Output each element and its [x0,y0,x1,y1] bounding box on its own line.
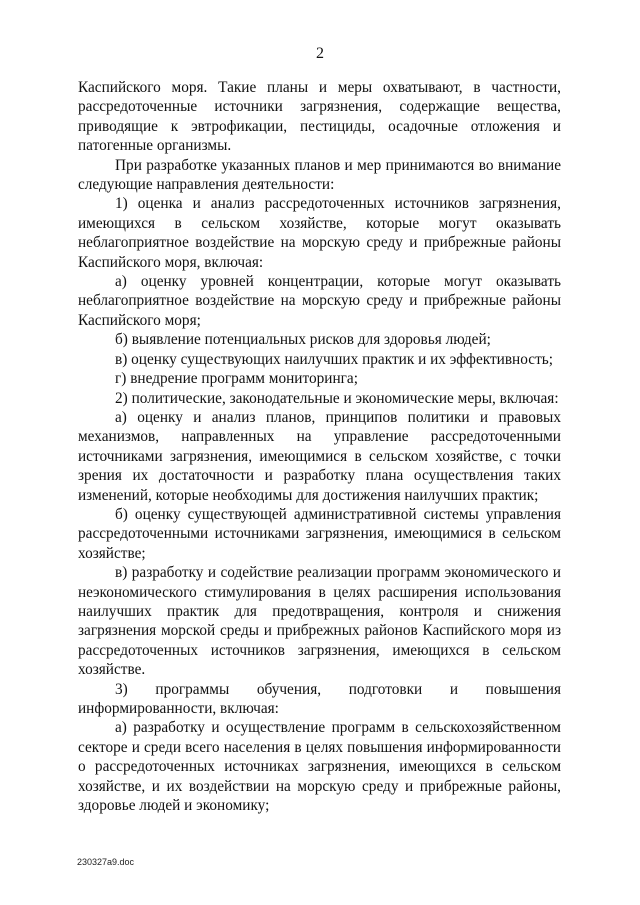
paragraph-item-1g: г) внедрение программ мониторинга; [115,370,358,388]
paragraph-item-2a: а) оценку и анализ планов, принципов политики и правовых механизмов, направленных на управление рассредоточенными источниками загрязнения, имеющимися в сельском хозяйстве, с точки зрения их достаточности и разработку плана осуществления таких изменений, которые необходимы для достижения наилучших практик; [78,408,561,504]
paragraph-item-3a: а) разработку и осуществление программ в сельскохозяйственном секторе и среди всего населения в целях повышения информированности о рассредоточенных источниках загрязнения, имеющихся в сельском хозяйстве, и их воздействии на морскую среду и прибрежные районы, здоровье людей и экономику; [78,719,561,815]
paragraph-item-3: 3) программы обучения, подготовки и повышения информированности, включая: [78,680,561,717]
paragraph-continuation: Каспийского моря. Такие планы и меры охватывают, в частности, рассредоточенные источники загрязнения, содержащие вещества, приводящие к эвтрофикации, пестициды, осадочные отложения и патогенные организмы. [78,79,561,155]
paragraph-item-2v: в) разработку и содействие реализации программ экономического и неэкономического стимулирования в целях расширения использования наилучших практик для предотвращения, контроля и снижения загрязнения морской среды и прибрежных районов Каспийского моря из рассредоточенных источников загрязнения, имеющихся в сельском хозяйстве. [78,564,561,679]
paragraph-intro: При разработке указанных планов и мер принимаются во внимание следующие направления деятельности: [78,156,561,194]
paragraph-item-1v: в) оценку существующих наилучших практик и их эффективность; [115,350,553,368]
paragraph-item-1b: б) выявление потенциальных рисков для здоровья людей; [115,331,491,349]
page-number: 2 [316,45,324,62]
document-body [78,78,561,815]
paragraph-item-2b: б) оценку существующей административной системы управления рассредоточенными источниками загрязнения, имеющимися в сельском хозяйстве; [78,505,561,562]
document-filename-footer: 230327a9.doc [77,857,135,867]
paragraph-item-1a: а) оценку уровней концентрации, которые могут оказывать неблагоприятное воздействие на морскую среду и прибрежные районы Каспийского моря; [78,273,561,329]
paragraph-item-2: 2) политические, законодательные и экономические меры, включая: [115,389,559,407]
paragraph-item-1: 1) оценка и анализ рассредоточенных источников загрязнения, имеющихся в сельском хозяйстве, которые могут оказывать неблагоприятное воздействие на морскую среду и прибрежные районы Каспийского моря, включая: [78,195,561,271]
